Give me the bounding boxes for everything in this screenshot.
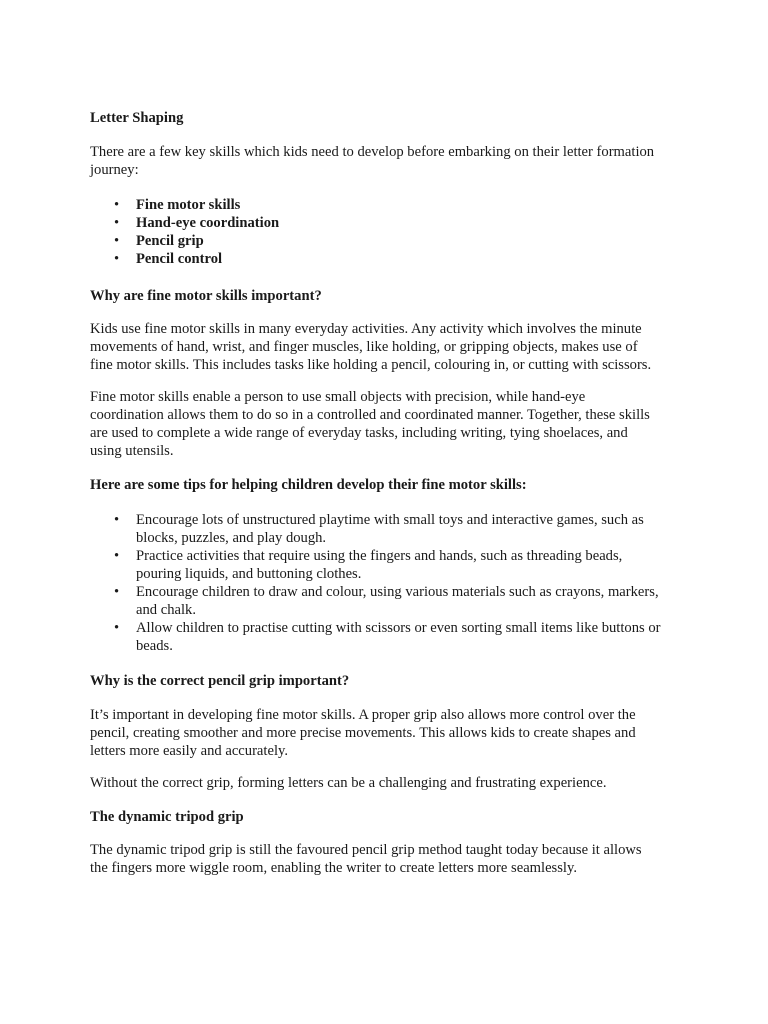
list-item: • Encourage lots of unstructured playtime with small toys and interactive games, such as blocks, puzzles, and play dough. xyxy=(114,512,644,546)
intro-paragraph xyxy=(90,143,690,179)
bullet-icon: • xyxy=(114,251,120,267)
list-item: • Practice activities that require using the fingers and hands, such as threading beads, pouring liquids, and buttoning clothes. xyxy=(114,548,623,582)
list-item: • Pencil grip xyxy=(114,233,204,249)
bullet-icon: • xyxy=(114,548,120,564)
list-item: • Hand-eye coordination xyxy=(114,215,280,231)
list-item: • Allow children to practise cutting with scissors or even sorting small items like buttons or beads. xyxy=(114,620,661,654)
bullet-icon: • xyxy=(114,215,120,231)
section-heading: Why are fine motor skills important? xyxy=(90,288,322,304)
section-heading: Here are some tips for helping children develop their fine motor skills: xyxy=(90,477,527,493)
intro-line: There are a few key skills which kids need to develop before embarking on their letter formation xyxy=(90,144,655,160)
intro-line: journey: xyxy=(90,162,139,178)
section-heading: The dynamic tripod grip xyxy=(90,809,244,825)
list-item: • Pencil control xyxy=(114,251,223,267)
list-item: • Fine motor skills xyxy=(114,197,241,213)
tips-list xyxy=(90,511,690,655)
section-heading: Why is the correct pencil grip important? xyxy=(90,673,350,689)
bullet-icon: • xyxy=(114,197,120,213)
fine-motor-paragraph-2: Fine motor skills enable a person to use small objects with precision, while hand-eye coordination allows them to do so in a controlled and coordinated manner. Together, these skills are used to complete a wide range of everyday tasks, including writing, tying shoelaces, and using utensils. xyxy=(90,389,650,459)
bullet-icon: • xyxy=(114,233,120,249)
fine-motor-paragraph-1: Kids use fine motor skills in many everyday activities. Any activity which involves the minute movements of hand, wrist, and finger muscles, like holding, or gripping objects, makes use of fine motor skills. This includes tasks like holding a pencil, colouring in, or cutting with scissors. xyxy=(90,321,652,373)
pencil-grip-paragraph-2: Without the correct grip, forming letters can be a challenging and frustrating experience. xyxy=(90,775,607,791)
document-title: Letter Shaping xyxy=(90,110,184,126)
bullet-icon: • xyxy=(114,584,120,600)
pencil-grip-paragraph-1: It’s important in developing fine motor skills. A proper grip also allows more control over the pencil, creating smoother and more precise movements. This allows kids to create shapes and letters more easily and accurately. xyxy=(90,707,636,759)
bullet-icon: • xyxy=(114,512,120,528)
bullet-icon: • xyxy=(114,620,120,636)
key-skills-list xyxy=(90,196,690,268)
list-item: • Encourage children to draw and colour, using various materials such as crayons, markers, and chalk. xyxy=(114,584,659,618)
tripod-grip-paragraph: The dynamic tripod grip is still the favoured pencil grip method taught today because it allows the fingers more wiggle room, enabling the writer to create letters more seamlessly. xyxy=(90,842,642,876)
